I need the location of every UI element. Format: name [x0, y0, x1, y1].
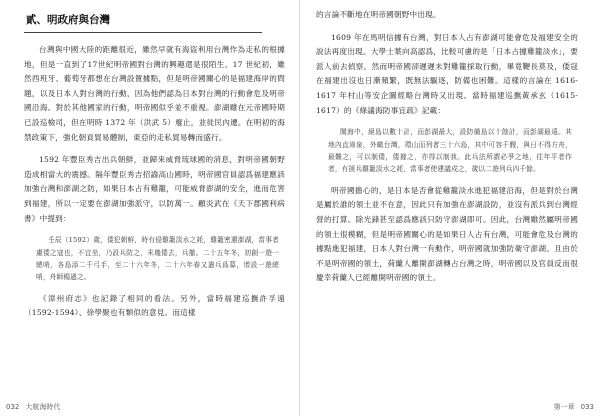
- page-footer: [548, 402, 594, 412]
- page-footer: [6, 402, 66, 412]
- chapter-label: 第一章: [553, 403, 575, 411]
- page-number: 033: [580, 403, 594, 411]
- block-quote: 閩海中，絕島以數十計，而彭湖最大，設防備島以十餘計，而彭湖最遠。其地內直漳泉，外瞰台灣，環山而列者三十六島，其中可容千艘，與日不得方舟，最難之，可以制倭，倭據之，亦得以制我。此兵法所謂必爭之地，往年平者作者，有援兵雞籠淡水之耗，當事者使建議戍之，歲以二遊列兵四千餘。: [328, 128, 572, 174]
- body-paragraph: 1592 年豐臣秀吉出兵朝鮮，並歸來威脅琉球國的消息，對明帝國朝野造成相當大的震撼。隔年豐臣秀吉招諭高山國時，明帝國官員認爲福建應該加強台灣和澎湖之防，如果日本占有雞籠，可能威脅澎湖的安全，進而危害到福建，所以一定要在澎湖加強派守，以防萬一。顧炎武在《天下郡國利病書》中提到：: [24, 155, 285, 223]
- page-number: 032: [6, 403, 20, 411]
- body-paragraph: 《漳州府志》也記錄了相同的看法。另外，當時福建巡撫許孚遠（1592-1594）、徐學聚也有類似的意見。而這樣: [24, 293, 285, 318]
- section-title: 貳、明政府與台灣: [24, 8, 262, 33]
- book-title: 大航海時代: [25, 403, 61, 411]
- body-paragraph: 1609 年在馬明信據有台灣，對日本人占有澎湖可能會危及福建安全的說法再度出現。大學士葉向高認爲，比較可慮的是「日本占據雞籠淡水」，要派人前去偵察。然而明帝國卻遲遲未對雞籠採取行動，畢竟鞭長莫及，倭寇在福建出沒也日漸頻繁，既無法驅逐，防備也困難。這樣的言論在 1616-1617 年村山等安企圖經略台灣時又出現。當時福建巡撫黃承玄（1615-1617）的《條議海防事宜疏》記載：: [316, 32, 578, 115]
- body-paragraph: 明帝國擔心的，是日本是否會從雞籠淡水進犯福建沿海，但是對於台灣是屬於誰的領土並不在意，因此只有加強在澎湖設防，並沒有派兵到台灣經營的打算。除光鋒甚至認爲應該只防守澎湖即可。因此，台灣雖然屬明帝國的領土很模糊，但是明帝國關心的是如果日人占有台灣，可能會危及台灣的據點進犯福建，日本人對台灣一有動作，明帝國就加強防衛守澎湖。且由於不是明帝國的領土，荷蘭人離開澎湖轉占台灣之時，明帝國以及官員反而很慶幸荷蘭人已經離開明帝國的領土。: [316, 185, 578, 283]
- body-paragraph: 的言論不斷地在明帝國朝野中出現。: [316, 10, 441, 19]
- body-paragraph: 台灣與中國大陸的距離很近，雖然早就有海盜利用台灣作為走私的根據地，但是一直到了17世紀明帝國對台灣的興趣還是很陌生。17 世紀初，雖然西班牙、葡萄牙都想在台灣設置據點，但是明帝國關心的是福建海岸的問題，以及日本人對台灣的行動，因為他們認為日本對台灣的行動會危及明帝國沿海。對於其他國家的行動，明帝國似乎並不重視。澎湖雖在元帝國時期已設巡檢司，但在明時 1372 年（洪武 5）廢止，並徙民內遷。在明初的海禁政策下，強化朝貢貿易體制，東亞的走私貿易轉而盛行。: [24, 45, 285, 142]
- block-quote: 壬辰（1592）歲，倭犯朝鮮，時有侵雞籠淡水之耗，雞籠密邇澎湖，當事者慮倭之寇也，不宜坐，乃設兵防之，未幾倭去，兵撤。二十五年冬，初創一遊一總哨，各島添二千弓手，至二十六年冬，二十六年春又遣兵爲募，增設一遊總哨，舟師楊過之。: [36, 236, 279, 282]
- right-page: [300, 0, 600, 416]
